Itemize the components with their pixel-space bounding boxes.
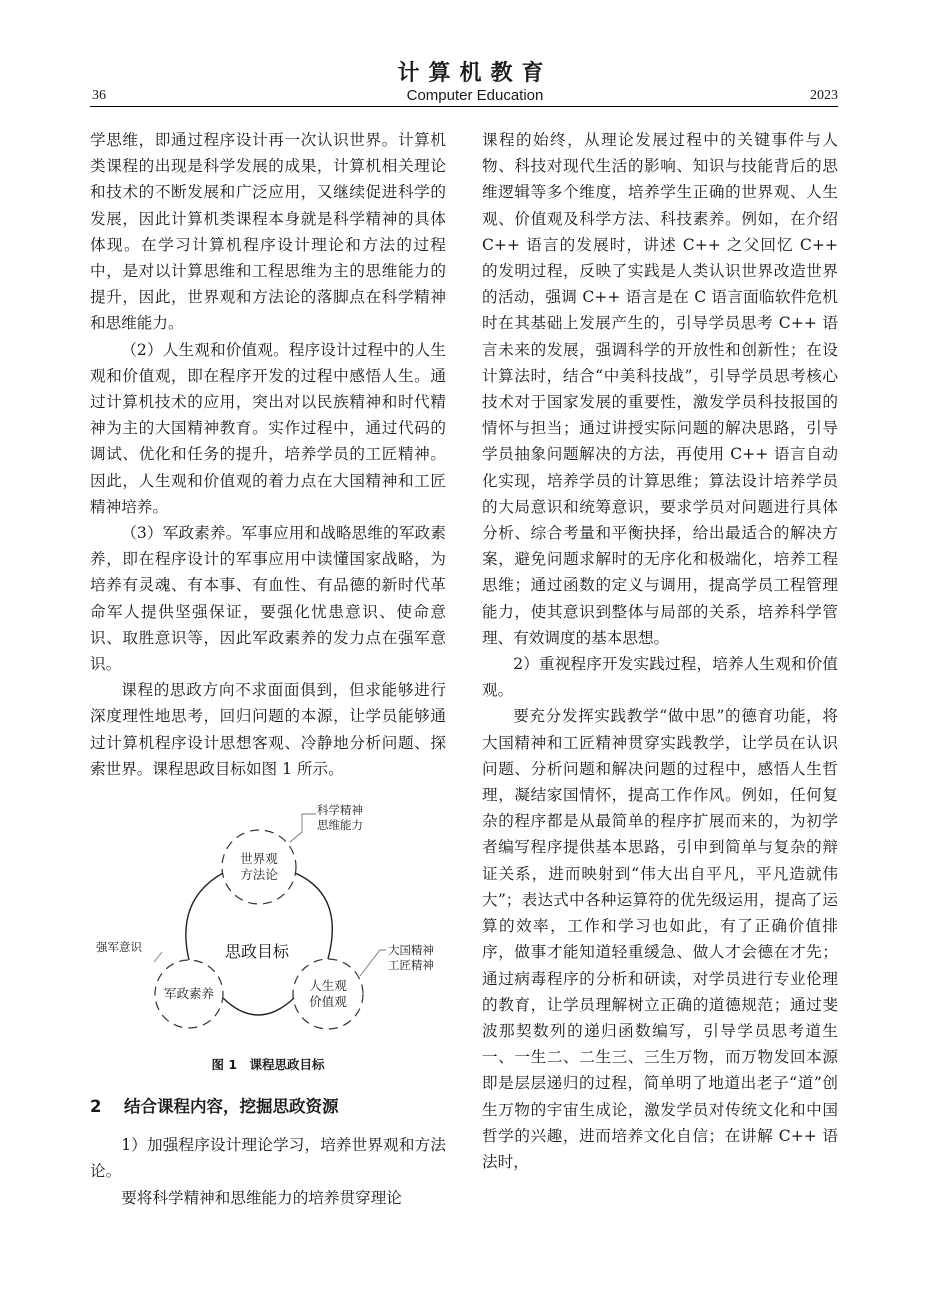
paragraph: （3）军政素养。军事应用和战略思维的军政素养，即在程序设计的军事应用中读懂国家战略，为培养有灵魂、有本事、有血性、有品德的新时代革命军人提供坚强保证，要强化忧患意识、使命意识、取胜意识等，因此军政素养的发力点在强军意识。 xyxy=(90,524,446,674)
arc-top-left xyxy=(186,873,223,960)
annotation-right-line2: 工匠精神 xyxy=(388,958,434,973)
arc-bottom xyxy=(223,998,294,1015)
annotation-left: 强军意识 xyxy=(96,940,142,955)
leader-right xyxy=(360,950,386,976)
paragraph: 要充分发挥实践教学“做中思”的德育功能，将大国精神和工匠精神贯穿实践教学，让学员在认识问题、分析问题和解决问题的过程中，感悟人生哲理，凝结家国情怀，提高工作作风。例如，任何复杂的程序都是从最简单的程序扩展而来的，为初学者编写程序提供基本思路，引申到简单与复杂的辩证关系，进而映射到“伟大出自平凡，平凡造就伟大”；表达式中各种运算符的优先级运用，提高了运算的效率，工作和学习也如此，有了正确价值排序，做事才能知道轻重缓急、做人才会德在才先；通过病毒程序的分析和研读，对学员进行专业伦理的教育，让学员理解树立正确的道德规范；通过斐波那契数列的递归函数编写，引导学员思考道生一、一生二、二生三、三生万物，而万物发回本源即是层层递归的过程，简单明了地道出老子“道”创生万物的宇宙生成论，激发学员对传统文化和中国哲学的兴趣，进而培养文化自信；在讲解 C++ 语法时， xyxy=(482,707,838,1171)
leader-top xyxy=(290,814,316,842)
journal-title-cn: 计算机教育 xyxy=(397,61,553,86)
page-number: 36 xyxy=(92,88,106,103)
node-top-label xyxy=(224,851,294,883)
section-number: 2 xyxy=(90,1097,102,1117)
header-rule xyxy=(90,106,838,107)
node-top-line1: 世界观 xyxy=(240,851,278,867)
node-right-line2: 价值观 xyxy=(309,994,347,1010)
journal-title-en: Computer Education xyxy=(406,87,544,104)
arc-top-right xyxy=(295,873,332,959)
left-column xyxy=(90,127,446,1211)
figure-caption: 图 1 课程思政目标 xyxy=(211,1057,325,1073)
section-title: 结合课程内容，挖掘思政资源 xyxy=(124,1097,339,1117)
paragraph: 课程的思政方向不求面面俱到，但求能够进行深度理性地思考，回归问题的本源，让学员能够通过计算机程序设计思想客观、冷静地分析问题、探索世界。课程思政目标如图 1 所示。 xyxy=(90,681,446,778)
section-heading xyxy=(90,1094,446,1120)
right-column xyxy=(482,127,838,1175)
annotation-top-line2: 思维能力 xyxy=(317,818,363,833)
leader-left xyxy=(154,952,162,962)
paragraph: 学思维，即通过程序设计再一次认识世界。计算机类课程的出现是科学发展的成果，计算机相关理论和技术的不断发展和广泛应用，又继续促进科学的发展，因此计算机类课程本身就是科学精神的具体体现。在学习计算机程序设计理论和方法的过程中，是对以计算思维和工程思维为主的思维能力的提升，因此，世界观和方法论的落脚点在科学精神和思维能力。 xyxy=(90,131,446,333)
annotation-right xyxy=(388,943,434,973)
publication-year: 2023 xyxy=(810,88,838,103)
node-right-label xyxy=(295,978,361,1010)
paragraph: 课程的始终，从理论发展过程中的关键事件与人物、科技对现代生活的影响、知识与技能背后的思维逻辑等多个维度，培养学生正确的世界观、人生观、价值观及科学方法、科技素养。例如，在介绍 C++ 语言的发展时，讲述 C++ 之父回忆 C++ 的发明过程，反映了实践是人类认识世界改造世界的活动，强调 C++ 语言是在 C 语言面临软件危机时在其基础上发展产生的，引导学员思考 C++ 语言未来的发展，强调科学的开放性和创新性；在设计算法时，结合“中美科技战”，引导学员思考核心技术对于国家发展的重要性，激发学员科技报国的情怀与担当；通过讲授实际问题的解决思路，引导学员抽象问题解决的方法，再使用 C++ 语言自动化实现，培养学员的计算思维；算法设计培养学员的大局意识和统筹意识，要求学员对问题进行具体分析、综合考量和平衡抉择，给出最适合的解决方案，避免问题求解时的无序化和极端化，培养工程思维；通过函数的定义与调用，提高学员工程管理能力，使其意识到整体与局部的关系，培养科学管理、有效调度的基本思想。 xyxy=(482,131,838,647)
annotation-top xyxy=(317,803,363,833)
node-left-label: 军政素养 xyxy=(163,986,214,1002)
center-label: 思政目标 xyxy=(225,942,290,962)
paragraph: 1）加强程序设计理论学习，培养世界观和方法论。 xyxy=(90,1136,446,1181)
figure-1 xyxy=(90,800,446,1072)
figure-diagram xyxy=(90,800,446,1050)
paragraph: （2）人生观和价值观。程序设计过程中的人生观和价值观，即在程序开发的过程中感悟人生。通过计算机技术的应用，突出对以民族精神和时代精神为主的大国精神教育。实作过程中，通过代码的调试、优化和任务的提升，培养学员的工匠精神。因此，人生观和价值观的着力点在大国精神和工匠精神培养。 xyxy=(90,340,446,516)
annotation-top-line1: 科学精神 xyxy=(317,803,363,818)
annotation-right-line1: 大国精神 xyxy=(388,943,434,958)
paragraph: 2）重视程序开发实践过程，培养人生观和价值观。 xyxy=(482,655,838,700)
node-right-line1: 人生观 xyxy=(309,978,347,994)
paragraph: 要将科学精神和思维能力的培养贯穿理论 xyxy=(121,1188,402,1207)
node-top-line2: 方法论 xyxy=(240,867,278,883)
